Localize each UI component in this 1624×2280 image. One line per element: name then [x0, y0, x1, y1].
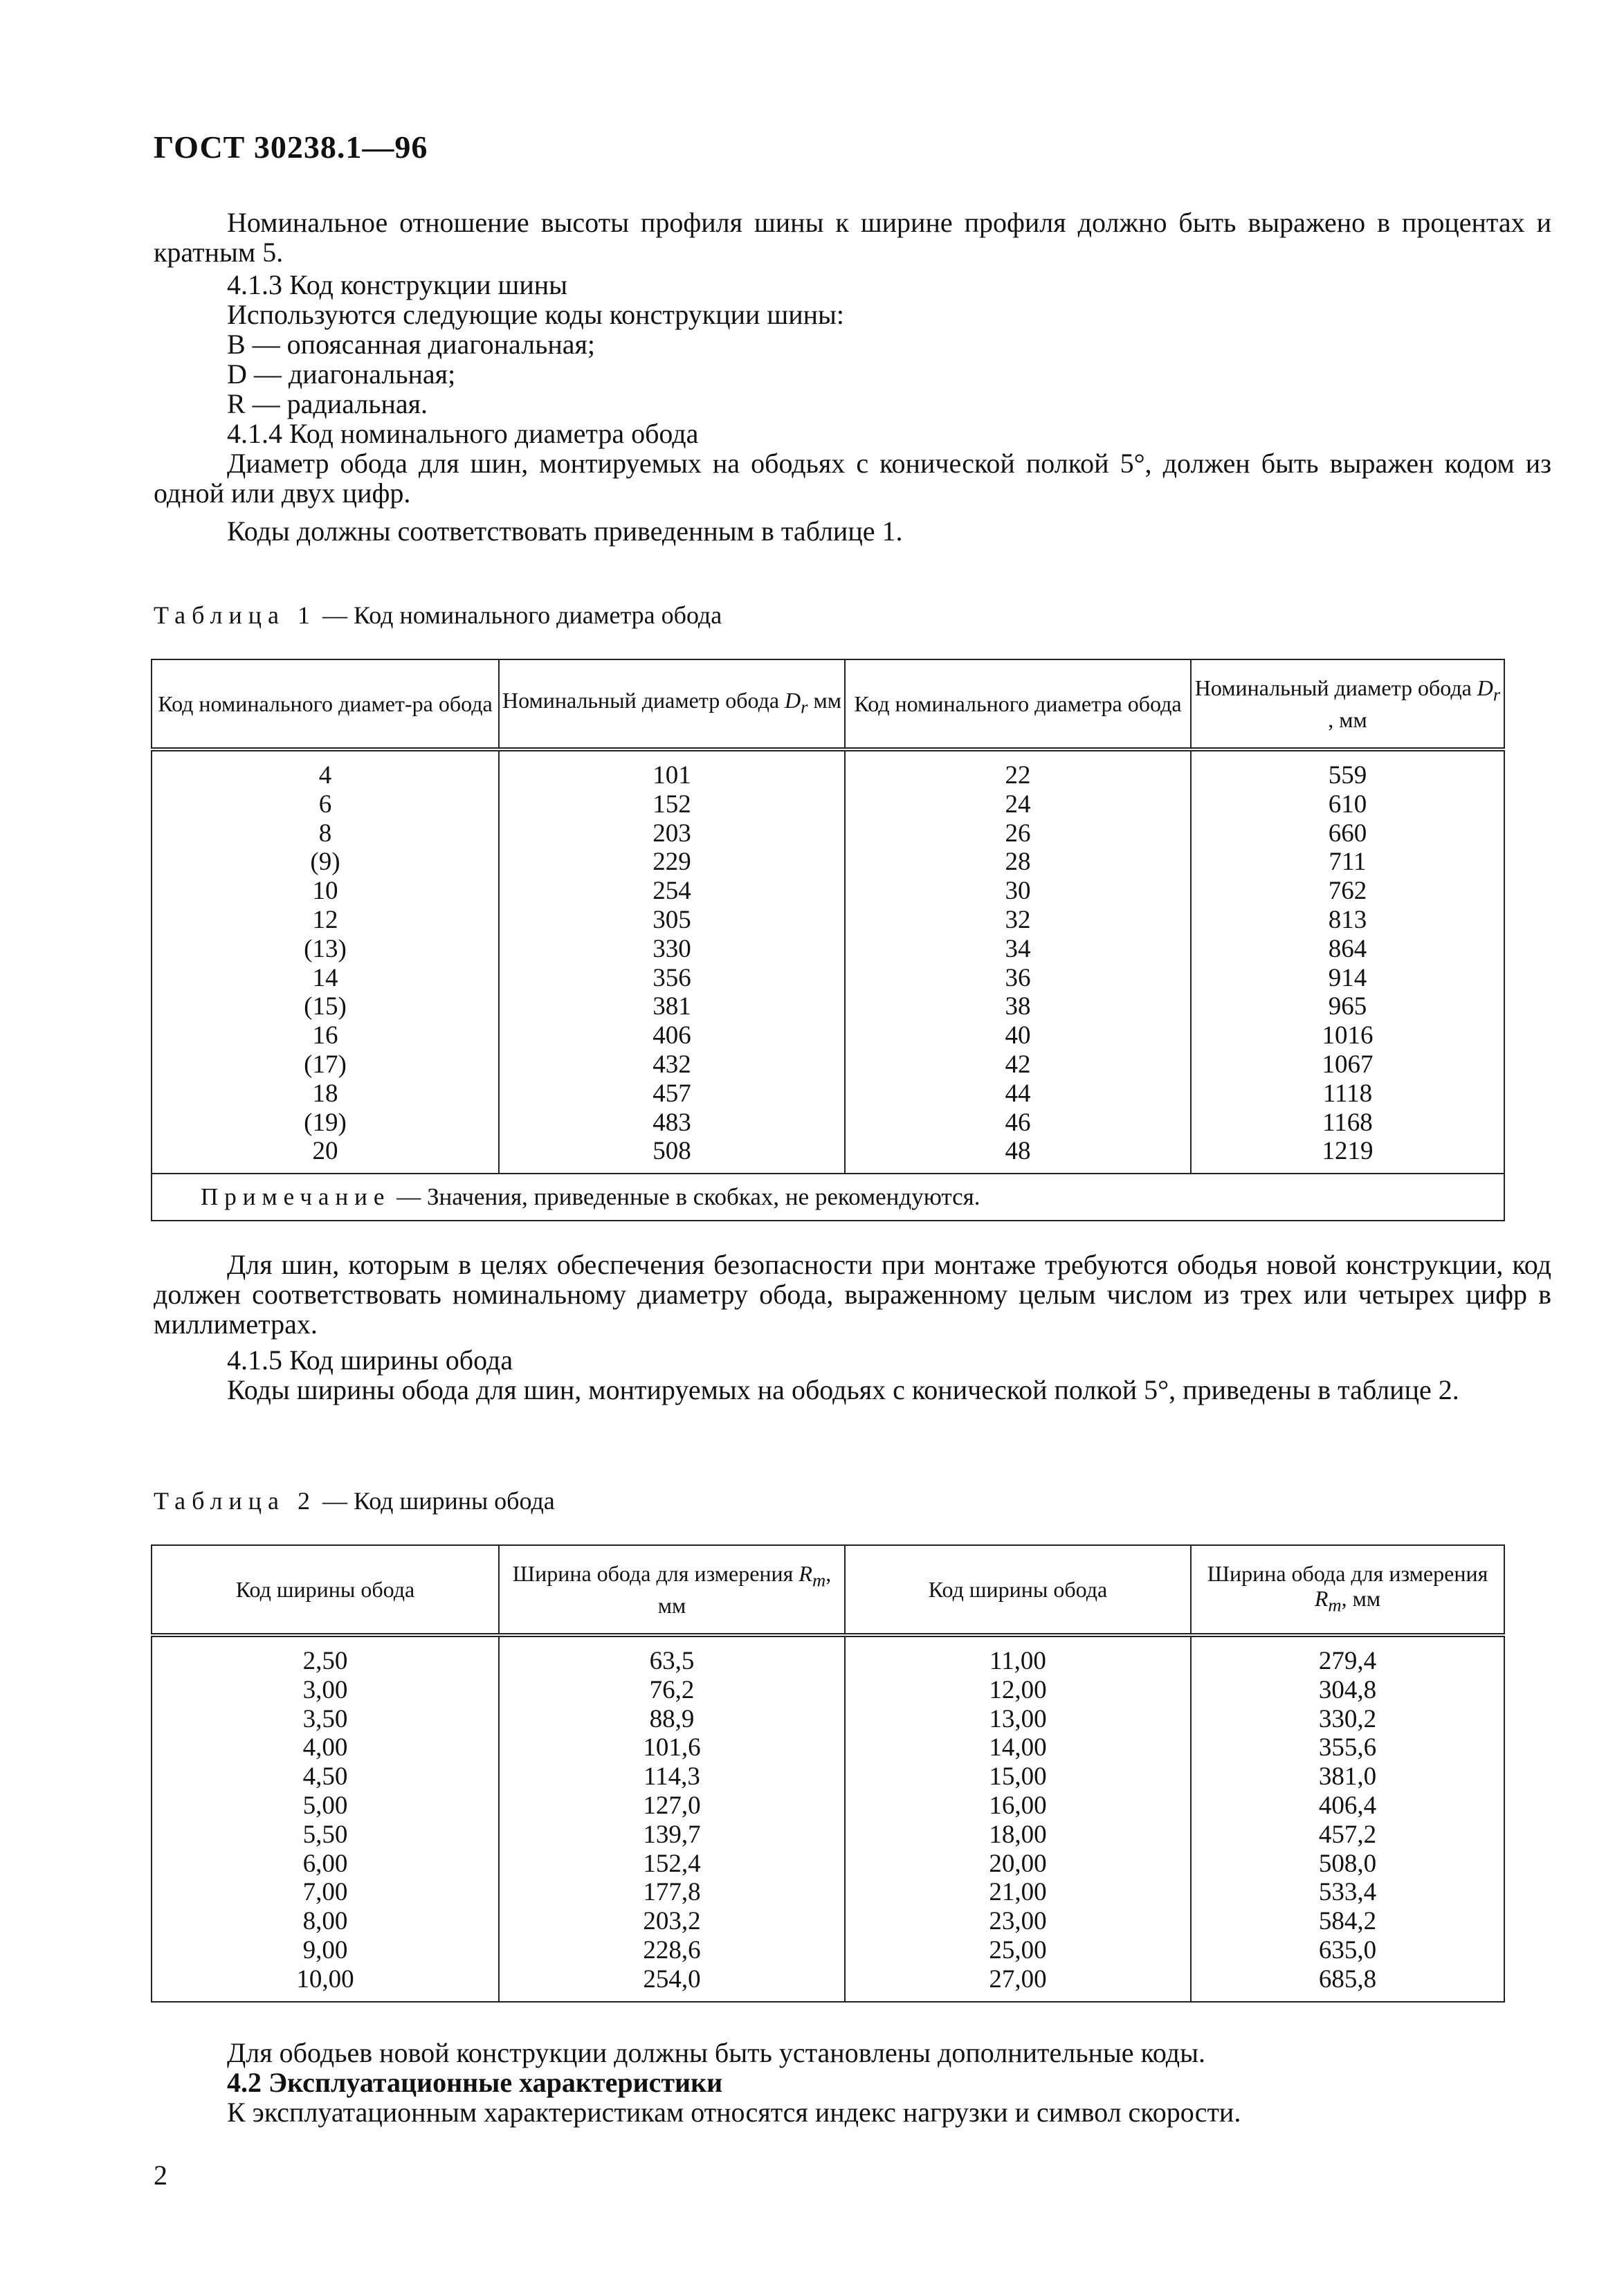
- table2-cell: 18,00: [845, 1821, 1191, 1850]
- table2-cell: 381,0: [1191, 1762, 1504, 1791]
- table1-cell: 914: [1191, 964, 1504, 993]
- table2-cell: 23,00: [845, 1907, 1191, 1936]
- table2-cell: 304,8: [1191, 1676, 1504, 1705]
- table2-header-width-2-text: Ширина обода для измерения: [1207, 1561, 1488, 1587]
- table2-cell: 14,00: [845, 1733, 1191, 1762]
- table2-cell: 355,6: [1191, 1733, 1504, 1762]
- table1-cell: 32: [845, 906, 1191, 935]
- table1-cell: 864: [1191, 935, 1504, 964]
- table1-row: [152, 790, 1504, 819]
- table2-cell: 5,50: [152, 1821, 499, 1850]
- table1-caption-label: Таблица 1: [154, 601, 316, 629]
- table2-cell: 5,00: [152, 1791, 499, 1821]
- table2-cell: 279,4: [1191, 1635, 1504, 1676]
- table2-header-width-2-symbol: R: [1314, 1586, 1329, 1612]
- table1-cell: 813: [1191, 906, 1504, 935]
- page-number: 2: [154, 2160, 167, 2191]
- table1-note: [152, 1174, 1504, 1221]
- table2-cell: 406,4: [1191, 1791, 1504, 1821]
- table2-row: [152, 1791, 1504, 1821]
- table1-cell: 660: [1191, 819, 1504, 848]
- table2-cell: 20,00: [845, 1850, 1191, 1879]
- table1-header-diameter-unit: мм: [808, 688, 842, 713]
- table1-cell: 305: [499, 906, 845, 935]
- table2-cell: 533,4: [1191, 1878, 1504, 1907]
- paragraph-construction-codes: Используются следующие коды конструкции шины:: [227, 299, 845, 330]
- table1-row: [152, 1137, 1504, 1174]
- table1-cell: 559: [1191, 749, 1504, 790]
- table2-cell: 4,50: [152, 1762, 499, 1791]
- table1-cell: 101: [499, 749, 845, 790]
- table1-note-label: Примечание: [201, 1183, 391, 1211]
- standard-header: ГОСТ 30238.1—96: [154, 129, 428, 165]
- table1-cell: 38: [845, 992, 1191, 1021]
- table2-cell: 21,00: [845, 1878, 1191, 1907]
- table1-caption: [154, 601, 722, 630]
- table2-row: [152, 1936, 1504, 1965]
- table1-cell: 330: [499, 935, 845, 964]
- table1-cell: 22: [845, 749, 1191, 790]
- table1-header-diameter-2-subscript: r: [1493, 684, 1501, 705]
- table1-cell: 18: [152, 1079, 499, 1109]
- table2-cell: 584,2: [1191, 1907, 1504, 1936]
- table2-cell: 254,0: [499, 1965, 845, 2002]
- table1-cell: 14: [152, 964, 499, 993]
- table1-row: [152, 1109, 1504, 1138]
- table1-row: [152, 1079, 1504, 1109]
- table2-cell: 63,5: [499, 1635, 845, 1676]
- table2-header-code: Код ширины обода: [152, 1545, 499, 1635]
- table1-cell: 610: [1191, 790, 1504, 819]
- table2-cell: 25,00: [845, 1936, 1191, 1965]
- table1-rim-diameter: [151, 659, 1505, 1221]
- table2-cell: 114,3: [499, 1762, 845, 1791]
- table1-cell: 406: [499, 1021, 845, 1050]
- table1-cell: 28: [845, 848, 1191, 877]
- table2-row: [152, 1907, 1504, 1936]
- table2-caption-label: Таблица 2: [154, 1487, 316, 1515]
- table2-cell: 2,50: [152, 1635, 499, 1676]
- table1-cell: 381: [499, 992, 845, 1021]
- table2-cell: 16,00: [845, 1791, 1191, 1821]
- table1-cell: 48: [845, 1137, 1191, 1174]
- table2-caption: [154, 1486, 555, 1515]
- table2-header-width-text: Ширина обода для измерения: [512, 1561, 799, 1587]
- table2-cell: 635,0: [1191, 1936, 1504, 1965]
- table2-cell: 4,00: [152, 1733, 499, 1762]
- table2-cell: 10,00: [152, 1965, 499, 2002]
- table1-row: [152, 819, 1504, 848]
- table1-header-diameter-2-text: Номинальный диаметр обода: [1194, 675, 1477, 701]
- table2-cell: 8,00: [152, 1907, 499, 1936]
- table1-cell: 762: [1191, 877, 1504, 906]
- table1-cell: (13): [152, 935, 499, 964]
- table1-cell: (9): [152, 848, 499, 877]
- table2-header-width: [499, 1545, 845, 1635]
- table2-cell: 3,50: [152, 1705, 499, 1734]
- table2-cell: 330,2: [1191, 1705, 1504, 1734]
- table1-cell: (17): [152, 1050, 499, 1079]
- table2-cell: 7,00: [152, 1878, 499, 1907]
- table1-row: [152, 848, 1504, 877]
- section-4-1-4-heading: 4.1.4 Код номинального диаметра обода: [227, 418, 699, 449]
- code-b: B — опоясанная диагональная;: [227, 329, 595, 360]
- table2-header-width-2: [1191, 1545, 1504, 1635]
- table1-row: [152, 906, 1504, 935]
- table2-cell: 9,00: [152, 1936, 499, 1965]
- table2-cell: 11,00: [845, 1635, 1191, 1676]
- table1-cell: (19): [152, 1109, 499, 1138]
- paragraph-new-rims: Для шин, которым в целях обеспечения безопасности при монтаже требуются ободья новой конструкции, код должен соответствовать номинальному диаметру обода, выраженному целым числом из трех или четырех цифр в миллиметрах.: [154, 1249, 1551, 1340]
- table1-note-text: — Значения, приведенные в скобках, не рекомендуются.: [390, 1183, 980, 1211]
- table1-header-diameter-symbol: D: [785, 688, 801, 713]
- table2-header-width-subscript: m: [812, 1569, 826, 1591]
- table1-header-code-2: Код номинального диаметра обода: [845, 659, 1191, 749]
- paragraph-rim-width: Коды ширины обода для шин, монтируемых на ободьях с конической полкой 5°, приведены в таблице 2.: [227, 1374, 1459, 1405]
- table2-row: [152, 1965, 1504, 2002]
- table2-row: [152, 1635, 1504, 1676]
- table2-row: [152, 1878, 1504, 1907]
- table2-cell: 12,00: [845, 1676, 1191, 1705]
- table1-cell: 965: [1191, 992, 1504, 1021]
- table1-cell: 508: [499, 1137, 845, 1174]
- paragraph-codes-table1: Коды должны соответствовать приведенным в таблице 1.: [227, 516, 903, 547]
- code-r: R — радиальная.: [227, 388, 428, 419]
- table1-cell: 6: [152, 790, 499, 819]
- table1-cell: 12: [152, 906, 499, 935]
- table2-cell: 139,7: [499, 1821, 845, 1850]
- table1-cell: 34: [845, 935, 1191, 964]
- table1-cell: 711: [1191, 848, 1504, 877]
- table1-caption-text: — Код номинального диаметра обода: [316, 601, 722, 629]
- table2-cell: 13,00: [845, 1705, 1191, 1734]
- table1-cell: 229: [499, 848, 845, 877]
- table1-row: [152, 992, 1504, 1021]
- table2-cell: 228,6: [499, 1936, 845, 1965]
- table1-body: [152, 749, 1504, 1174]
- table1-header-diameter-2: [1191, 659, 1504, 749]
- table2-cell: 508,0: [1191, 1850, 1504, 1879]
- table1-cell: 457: [499, 1079, 845, 1109]
- table1-header-diameter: [499, 659, 845, 749]
- code-d: D — диагональная;: [227, 358, 456, 390]
- table1-cell: 40: [845, 1021, 1191, 1050]
- paragraph-rim-diameter: Диаметр обода для шин, монтируемых на ободьях с конической полкой 5°, должен быть выражен кодом из одной или двух цифр.: [154, 448, 1551, 509]
- table2-cell: 76,2: [499, 1676, 845, 1705]
- table2-header-width-symbol: R: [799, 1561, 812, 1587]
- table1-header-diameter-2-symbol: D: [1477, 675, 1493, 701]
- table2-cell: 6,00: [152, 1850, 499, 1879]
- table2-row: [152, 1821, 1504, 1850]
- table2-cell: 88,9: [499, 1705, 845, 1734]
- table1-row: [152, 964, 1504, 993]
- table2-header-width-2-unit: , мм: [1341, 1586, 1381, 1612]
- paragraph-aspect-ratio: Номинальное отношение высоты профиля шины к ширине профиля должно быть выражено в процентах и кратным 5.: [154, 207, 1551, 268]
- table1-cell: 432: [499, 1050, 845, 1079]
- table2-caption-text: — Код ширины обода: [316, 1487, 555, 1515]
- table2-cell: 177,8: [499, 1878, 845, 1907]
- table1-cell: 254: [499, 877, 845, 906]
- table1-header-diameter-text: Номинальный диаметр обода: [502, 688, 785, 713]
- table2-header-width-2-subscript: m: [1328, 1594, 1342, 1616]
- table2-rim-width: [151, 1544, 1505, 2003]
- table2-cell: 3,00: [152, 1676, 499, 1705]
- table1-cell: 356: [499, 964, 845, 993]
- table2-row: [152, 1733, 1504, 1762]
- paragraph-performance: К эксплуатационным характеристикам относятся индекс нагрузки и символ скорости.: [227, 2097, 1241, 2128]
- table1-cell: 36: [845, 964, 1191, 993]
- table1-row: [152, 1021, 1504, 1050]
- paragraph-additional-codes: Для ободьев новой конструкции должны быть установлены дополнительные коды.: [227, 2037, 1206, 2068]
- table1-cell: 4: [152, 749, 499, 790]
- table1-header-code: Код номинального диамет-ра обода: [152, 659, 499, 749]
- table1-cell: 26: [845, 819, 1191, 848]
- table1-cell: 24: [845, 790, 1191, 819]
- table1-header-diameter-2-unit: , мм: [1328, 706, 1367, 732]
- table2-header-width-unit: , мм: [657, 1561, 832, 1618]
- table1-cell: 44: [845, 1079, 1191, 1109]
- table1-row: [152, 877, 1504, 906]
- table2-cell: 127,0: [499, 1791, 845, 1821]
- table1-cell: 1016: [1191, 1021, 1504, 1050]
- section-4-1-5-heading: 4.1.5 Код ширины обода: [227, 1344, 513, 1376]
- table2-row: [152, 1850, 1504, 1879]
- table1-cell: 30: [845, 877, 1191, 906]
- table2-cell: 152,4: [499, 1850, 845, 1879]
- section-4-1-3-heading: 4.1.3 Код конструкции шины: [227, 269, 568, 300]
- table1-cell: (15): [152, 992, 499, 1021]
- table1-cell: 1067: [1191, 1050, 1504, 1079]
- table1-cell: 46: [845, 1109, 1191, 1138]
- table2-row: [152, 1676, 1504, 1705]
- table2-cell: 27,00: [845, 1965, 1191, 2002]
- table1-cell: 8: [152, 819, 499, 848]
- table2-row: [152, 1762, 1504, 1791]
- table1-row: [152, 935, 1504, 964]
- table1-cell: 10: [152, 877, 499, 906]
- table2-header-code-2: Код ширины обода: [845, 1545, 1191, 1635]
- table1-cell: 42: [845, 1050, 1191, 1079]
- table1-cell: 1118: [1191, 1079, 1504, 1109]
- table1-row: [152, 1050, 1504, 1079]
- table1-cell: 483: [499, 1109, 845, 1138]
- table2-cell: 685,8: [1191, 1965, 1504, 2002]
- table2-cell: 101,6: [499, 1733, 845, 1762]
- table1-cell: 20: [152, 1137, 499, 1174]
- table1-cell: 16: [152, 1021, 499, 1050]
- table2-row: [152, 1705, 1504, 1734]
- section-4-2-heading: 4.2 Эксплуатационные характеристики: [227, 2067, 723, 2098]
- table2-cell: 15,00: [845, 1762, 1191, 1791]
- table1-cell: 1219: [1191, 1137, 1504, 1174]
- table1-cell: 203: [499, 819, 845, 848]
- table2-cell: 457,2: [1191, 1821, 1504, 1850]
- table1-cell: 152: [499, 790, 845, 819]
- table1-row: [152, 749, 1504, 790]
- table2-body: [152, 1635, 1504, 2002]
- table1-header-diameter-subscript: r: [801, 696, 808, 718]
- table2-cell: 203,2: [499, 1907, 845, 1936]
- table1-cell: 1168: [1191, 1109, 1504, 1138]
